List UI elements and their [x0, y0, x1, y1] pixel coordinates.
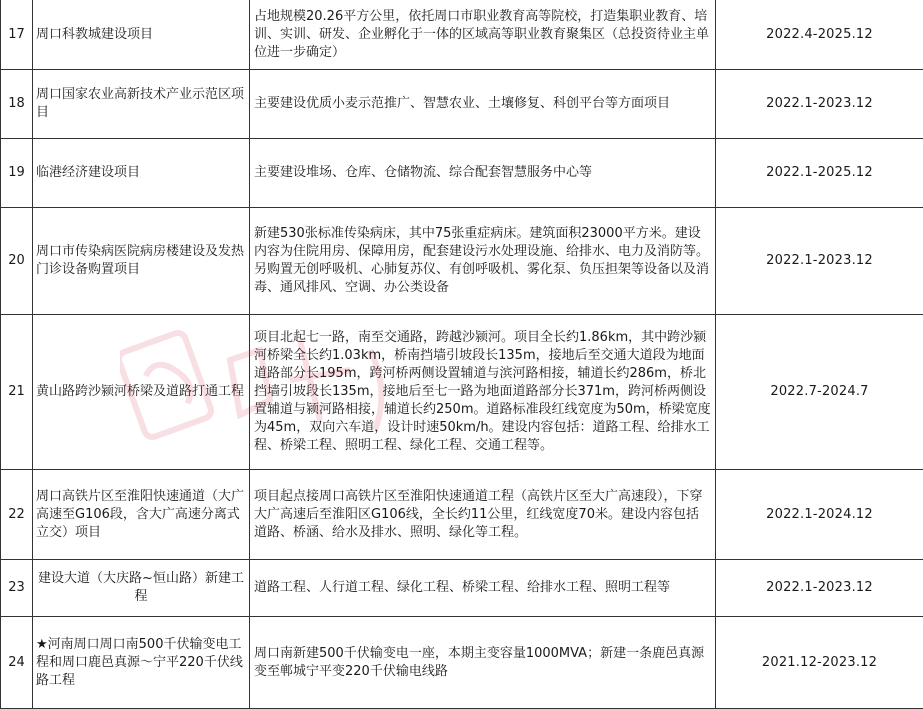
project-description: 占地规模20.26平方公里，依托周口市职业教育高等院校，打造集职业教育、培训、实训、研发、企业孵化于一体的区域高等职业教育聚集区（总投资待业主单位进一步确定）	[250, 0, 716, 70]
table-row	[1, 560, 923, 617]
project-name: 周口高铁片区至淮阳快速通道（大广高速至G106段，含大广高速分离式立交）项目	[33, 470, 250, 560]
project-period: 2021.12-2023.12	[716, 617, 923, 709]
project-name: 黄山路跨沙颍河桥梁及道路打通工程	[33, 315, 250, 470]
row-number: 23	[1, 560, 33, 617]
table-row	[1, 470, 923, 560]
project-period: 2022.1-2023.12	[716, 70, 923, 139]
table-row	[1, 315, 923, 470]
project-description: 项目北起七一路，南至交通路，跨越沙颍河。项目全长约1.86km，其中跨沙颍河桥梁全长约1.03km，桥南挡墙引坡段长135m，接地后至交通大道段为地面道路部分长195m，跨河桥两侧设置辅道与滨河路相接，辅道长约286m，桥北挡墙引坡段长135m，接地后至七一路为地面道路部分长371m，跨河桥两侧设置辅道与颍河路相接，辅道长约250m。道路标准段红线宽度为50m，桥梁宽度为45m，双向六车道，设计时速50km/h。建设内容包括：道路工程、给排水工程、桥梁工程、照明工程、绿化工程、交通工程等。	[250, 315, 716, 470]
table-row	[1, 208, 923, 315]
row-number: 21	[1, 315, 33, 470]
project-name: ★河南周口周口南500千伏输变电工程和周口鹿邑真源～宁平220千伏线路工程	[33, 617, 250, 709]
table-row	[1, 617, 923, 709]
project-description: 项目起点接周口高铁片区至淮阳快速通道工程（高铁片区至大广高速段），下穿大广高速后至淮阳区G106线，全长约11公里，红线宽度70米。建设内容包括道路、桥涵、给水及排水、照明、绿化等工程。	[250, 470, 716, 560]
table-row	[1, 0, 923, 70]
row-number: 22	[1, 470, 33, 560]
row-number: 20	[1, 208, 33, 315]
row-number: 19	[1, 139, 33, 208]
project-period: 2022.1-2023.12	[716, 560, 923, 617]
project-period: 2022.7-2024.7	[716, 315, 923, 470]
project-name: 周口国家农业高新技术产业示范区项目	[33, 70, 250, 139]
project-period: 2022.1-2025.12	[716, 139, 923, 208]
row-number: 18	[1, 70, 33, 139]
table-row	[1, 70, 923, 139]
project-description: 主要建设优质小麦示范推广、智慧农业、土壤修复、科创平台等方面项目	[250, 70, 716, 139]
project-name: 临港经济建设项目	[33, 139, 250, 208]
table-row	[1, 139, 923, 208]
project-description: 道路工程、人行道工程、绿化工程、桥梁工程、给排水工程、照明工程等	[250, 560, 716, 617]
row-number: 17	[1, 0, 33, 70]
project-description: 周口南新建500千伏输变电一座，本期主变容量1000MVA；新建一条鹿邑真源变至郸城宁平变220千伏输电线路	[250, 617, 716, 709]
project-description: 主要建设堆场、仓库、仓储物流、综合配套智慧服务中心等	[250, 139, 716, 208]
project-name: 周口科教城建设项目	[33, 0, 250, 70]
project-period: 2022.4-2025.12	[716, 0, 923, 70]
project-name: 周口市传染病医院病房楼建设及发热门诊设备购置项目	[33, 208, 250, 315]
row-number: 24	[1, 617, 33, 709]
project-period: 2022.1-2024.12	[716, 470, 923, 560]
project-description: 新建530张标准传染病床，其中75张重症病床。建筑面积23000平方米。建设内容为住院用房、保障用房，配套建设污水处理设施、给排水、电力及消防等。另购置无创呼吸机、心肺复苏仪、有创呼吸机、雾化泵、负压担架等设备以及消毒、通风排风、空调、办公类设备	[250, 208, 716, 315]
project-name: 建设大道（大庆路~恒山路）新建工程	[33, 560, 250, 617]
project-period: 2022.1-2023.12	[716, 208, 923, 315]
